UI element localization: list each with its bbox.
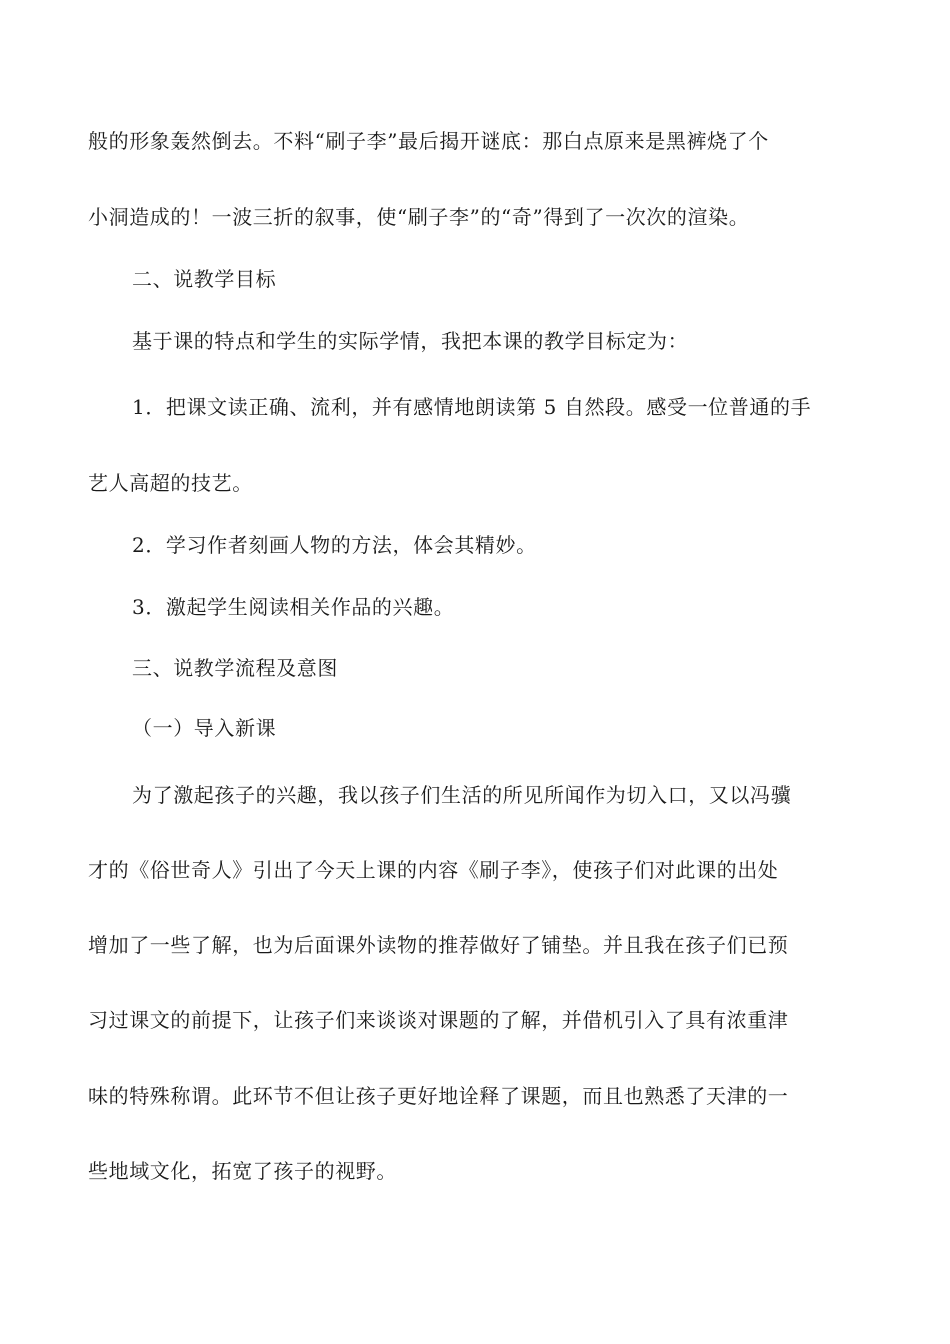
objective-item-2: 2．学习作者刻画人物的方法，体会其精妙。: [132, 533, 537, 557]
text-line-4: 基于课的特点和学生的实际学情，我把本课的教学目标定为：: [132, 329, 689, 353]
text-line-16: 些地域文化，拓宽了孩子的视野。: [88, 1159, 397, 1183]
text-line-14: 习过课文的前提下，让孩子们来谈谈对课题的了解，并借机引入了具有浓重津: [88, 1008, 789, 1032]
text-line-1: 般的形象轰然倒去。不料“刷子李”最后揭开谜底：那白点原来是黑裤烧了个: [88, 129, 769, 153]
text-line-11: 为了激起孩子的兴趣，我以孩子们生活的所见所闻作为切入口，又以冯骥: [132, 783, 792, 807]
text-line-15: 味的特殊称谓。此环节不但让孩子更好地诠释了课题，而且也熟悉了天津的一: [88, 1084, 789, 1108]
text-line-12: 才的《俗世奇人》引出了今天上课的内容《刷子李》，使孩子们对此课的出处: [88, 858, 779, 882]
section-heading-objectives: 二、说教学目标: [132, 267, 277, 291]
section-heading-process: 三、说教学流程及意图: [132, 656, 338, 680]
objective-item-1: 1．把课文读正确、流利，并有感情地朗读第 5 自然段。感受一位普通的手: [132, 395, 812, 419]
subsection-heading-intro: （一）导入新课: [132, 716, 277, 740]
objective-item-3: 3．激起学生阅读相关作品的兴趣。: [132, 595, 455, 619]
text-line-6: 艺人高超的技艺。: [88, 471, 253, 495]
text-line-13: 增加了一些了解，也为后面课外读物的推荐做好了铺垫。并且我在孩子们已预: [88, 933, 789, 957]
text-line-2: 小洞造成的！一波三折的叙事，使“刷子李”的“奇”得到了一次次的渲染。: [88, 205, 750, 229]
